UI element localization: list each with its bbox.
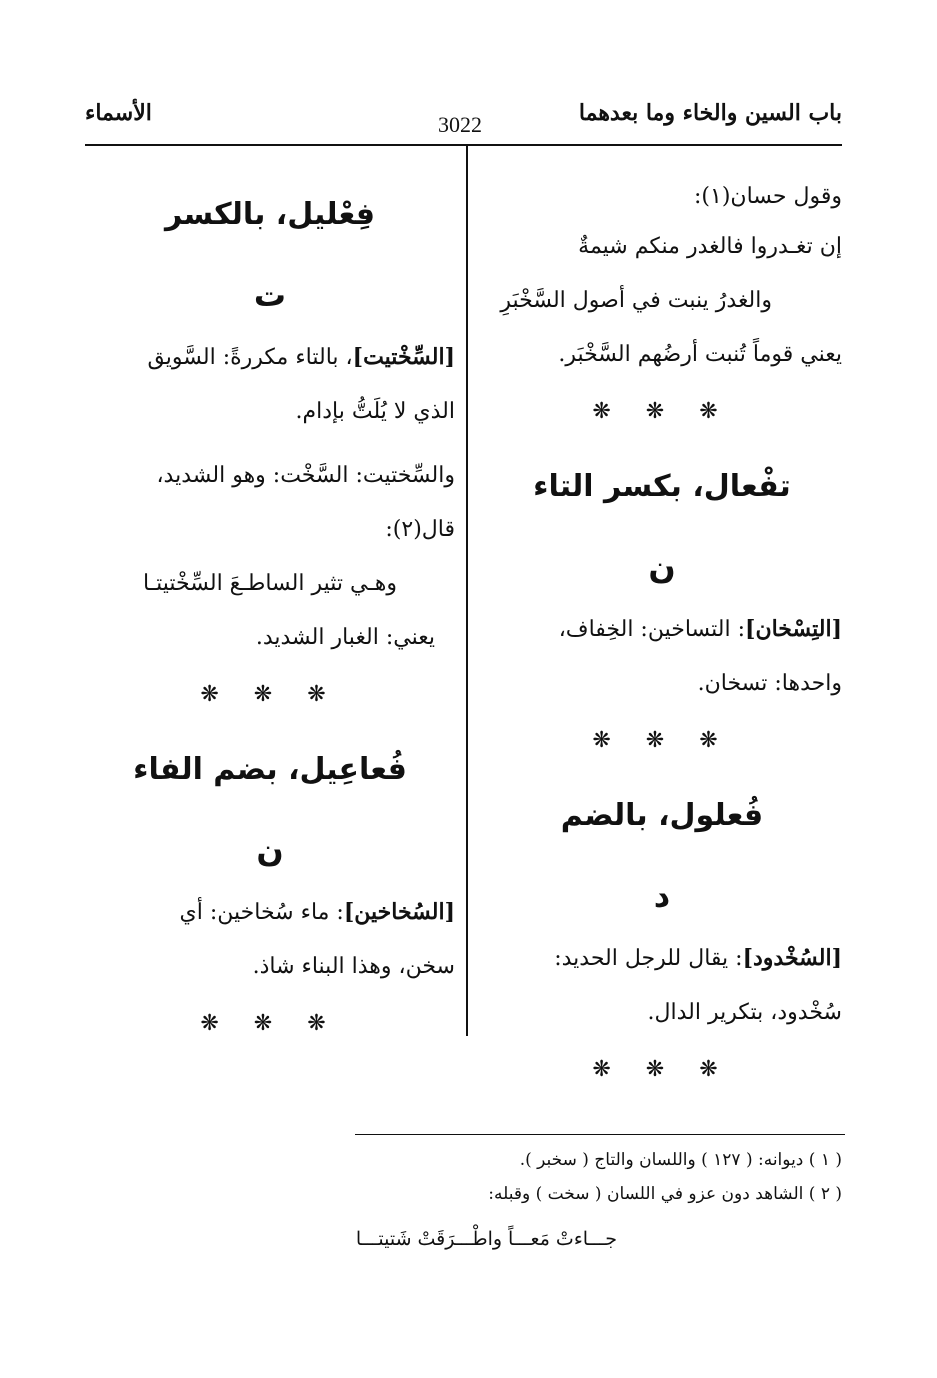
entry-continued: الذي لا يُلَتُّ بإدام. [295,399,455,424]
entry-continued: سُخْدود، بتكرير الدال. [647,1000,842,1025]
left-column [85,170,455,1054]
section-heading: تفْعال، بكسر التاء [533,469,791,504]
section-heading: فُعلول، بالضم [560,798,764,833]
verse-line: وهـي تثير الساطـعَ السِّخْتيتـا [142,571,398,596]
entry-headword: [السُخْدود] [742,945,842,971]
entry-continued: سخن، وهذا البناء شاذ. [252,954,455,979]
entry-text: ، بالتاء مكررةً: السَّويق [147,345,353,370]
footnote-1: ( ١ ) ديوانه: ( ١٢٧ ) واللسان والتاج ( سخبر ). [519,1150,842,1170]
intro-line: وقول حسان(١): [694,184,842,209]
section-separator: ❋ ❋ ❋ [592,728,732,753]
section-separator: ❋ ❋ ❋ [200,1011,340,1036]
page-number: 3022 [438,112,482,137]
right-column [482,170,842,1100]
verse-line: والغدرُ ينبت في أصول السَّخْبَرِ [500,288,772,313]
entry [85,330,455,385]
running-header-section: الأسماء [85,100,152,126]
footnote-2: ( ٢ ) الشاهد دون عزو في اللسان ( سخت ) وقبله: [488,1184,842,1204]
section-heading: فِعْليل، بالكسر [164,197,376,232]
entry [85,885,455,940]
quote-intro: قال(٢): [385,517,455,542]
entry-text: : ماء سُخاخين: أي [179,900,344,925]
section-separator: ❋ ❋ ❋ [592,399,732,424]
root-letter: ت [253,276,287,314]
root-letter: ن [256,831,284,869]
entry-text: : التساخين: الخِفاف، [558,617,746,642]
section-separator: ❋ ❋ ❋ [592,1057,732,1082]
entry-text: : يقال للرجل الحديد: [554,946,743,971]
section-heading: فُعاعِيل، بضم الفاء [133,752,407,787]
verse-line: إن تغـدروا فالغدر منكم شيمةٌ [578,234,842,259]
entry-continued: واحدها: تسخان. [697,671,842,696]
footnote-rule [355,1134,845,1135]
entry [482,602,842,657]
entry: والسِّختيت: السَّخْت: وهو الشديد، [156,463,455,488]
entry-headword: [السُخاخين] [343,899,455,925]
root-letter: د [653,877,671,915]
entry-headword: [التِسْخان] [745,616,842,642]
section-separator: ❋ ❋ ❋ [200,682,340,707]
entry [482,931,842,986]
explanation: يعني قوماً تُنبت أرضُهم السَّخْبَر. [558,342,842,367]
explanation: يعني: الغبار الشديد. [255,625,435,650]
root-letter: ن [648,548,676,586]
running-header-chapter: باب السين والخاء وما بعدهما [578,100,842,126]
footnote-verse: جـــاءتْ مَعـــاً واطْـــرَقَتْ شَتيتـــا [355,1228,617,1250]
column-divider [466,146,468,1036]
entry-headword: [السِّخْتيت] [352,344,455,370]
header-rule [85,144,842,146]
